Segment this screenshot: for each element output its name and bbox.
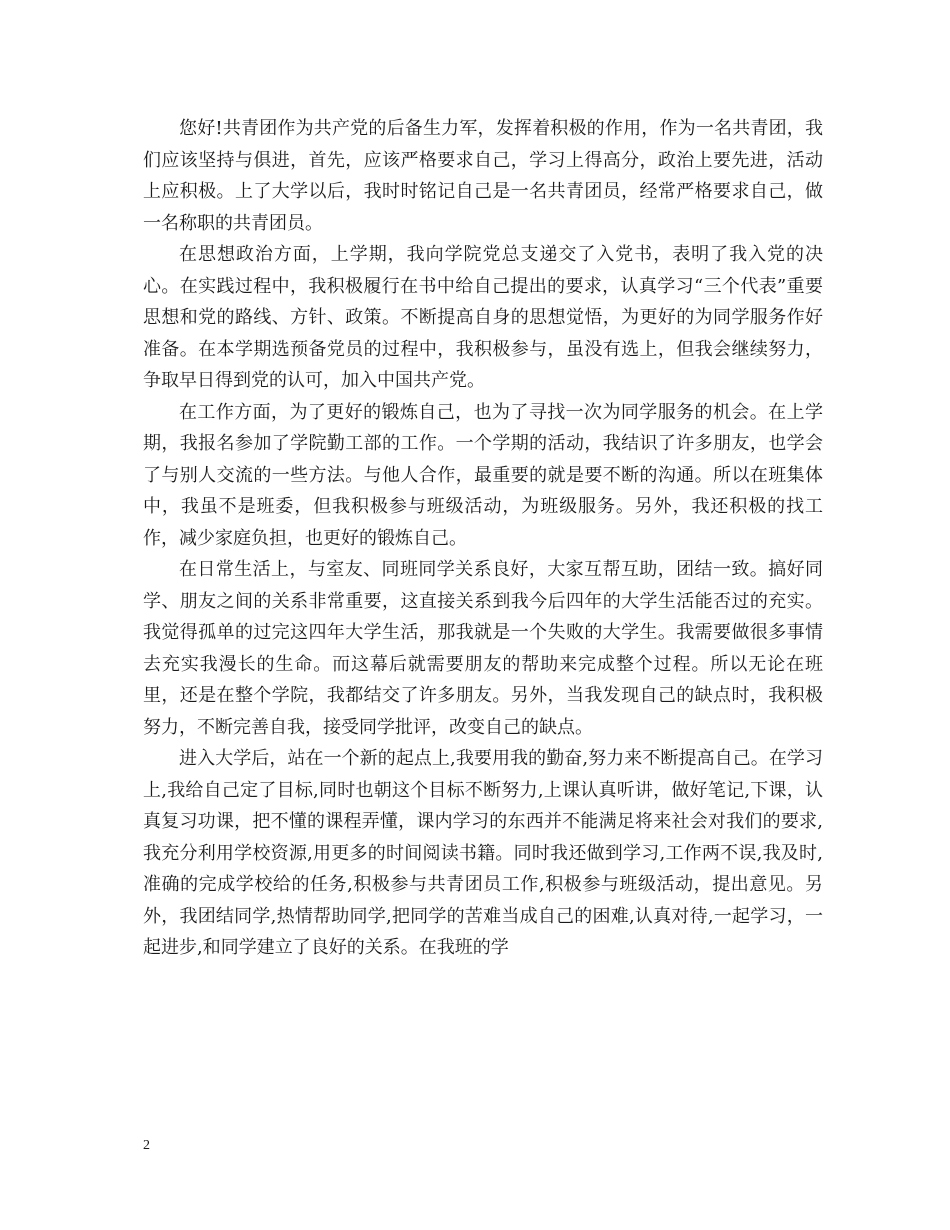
paragraph-work: 在工作方面，为了更好的锻炼自己，也为了寻找一次为同学服务的机会。在上学期，我报名参加了学院勤工部的工作。一个学期的活动，我结识了许多朋友，也学会了与别人交流的一些方法。与他人合作，最重要的就是要不断的沟通。所以在班集体中，我虽不是班委，但我积极参与班级活动，为班级服务。另外，我还积极的找工作，减少家庭负担，也更好的锻炼自己。 xyxy=(143,401,823,549)
paragraph-daily-life: 在日常生活上，与室友、同班同学关系良好，大家互帮互助，团结一致。搞好同学、朋友之间的关系非常重要，这直接关系到我今后四年的大学生活能否过的充实。我觉得孤单的过完这四年大学生活，那我就是一个失败的大学生。我需要做很多事情去充实我漫长的生命。而这幕后就需要朋友的帮助来完成整个过程。所以无论在班里，还是在整个学院，我都结交了许多朋友。另外，当我发现自己的缺点时，我积极努力，不断完善自我，接受同学批评，改变自己的缺点。 xyxy=(143,559,823,738)
paragraph-political-thought: 在思想政治方面，上学期，我向学院党总支递交了入党书，表明了我入党的决心。在实践过程中，我积极履行在书中给自己提出的要求，认真学习“三个代表”重要思想和党的路线、方针、政策。不断提高自身的思想觉悟，为更好的为同学服务作好准备。在本学期选预备党员的过程中，我积极参与，虽没有选上，但我会继续努力，争取早日得到党的认可，加入中国共产党。 xyxy=(143,244,823,391)
paragraph-greeting: 您好!共青团作为共产党的后备生力军，发挥着积极的作用，作为一名共青团，我们应该坚持与俱进，首先，应该严格要求自己，学习上得高分，政治上要先进，活动上应积极。上了大学以后，我时时铭记自己是一名共青团员，经常严格要求自己，做一名称职的共青团员。 xyxy=(143,118,823,234)
paragraph-study: 进入大学后，站在一个新的起点上,我要用我的勤奋,努力来不断提高自己。在学习上,我给自己定了目标,同时也朝这个目标不断努力,上课认真听讲，做好笔记,下课，认真复习功课，把不懂的课程弄懂，课内学习的东西并不能满足将来社会对我们的要求,我充分利用学校资源,用更多的时间阅读书籍。同时我还做到学习,工作两不误,我及时,准确的完成学校给的任务,积极参与共青团员工作,积极参与班级活动，提出意见。另外，我团结同学,热情帮助同学,把同学的苦难当成自己的困难,认真对待,一起学习，一起进步,和同学建立了良好的关系。在我班的学 xyxy=(143,748,823,958)
page-number: 2 xyxy=(143,1138,150,1153)
body-text xyxy=(143,113,823,964)
